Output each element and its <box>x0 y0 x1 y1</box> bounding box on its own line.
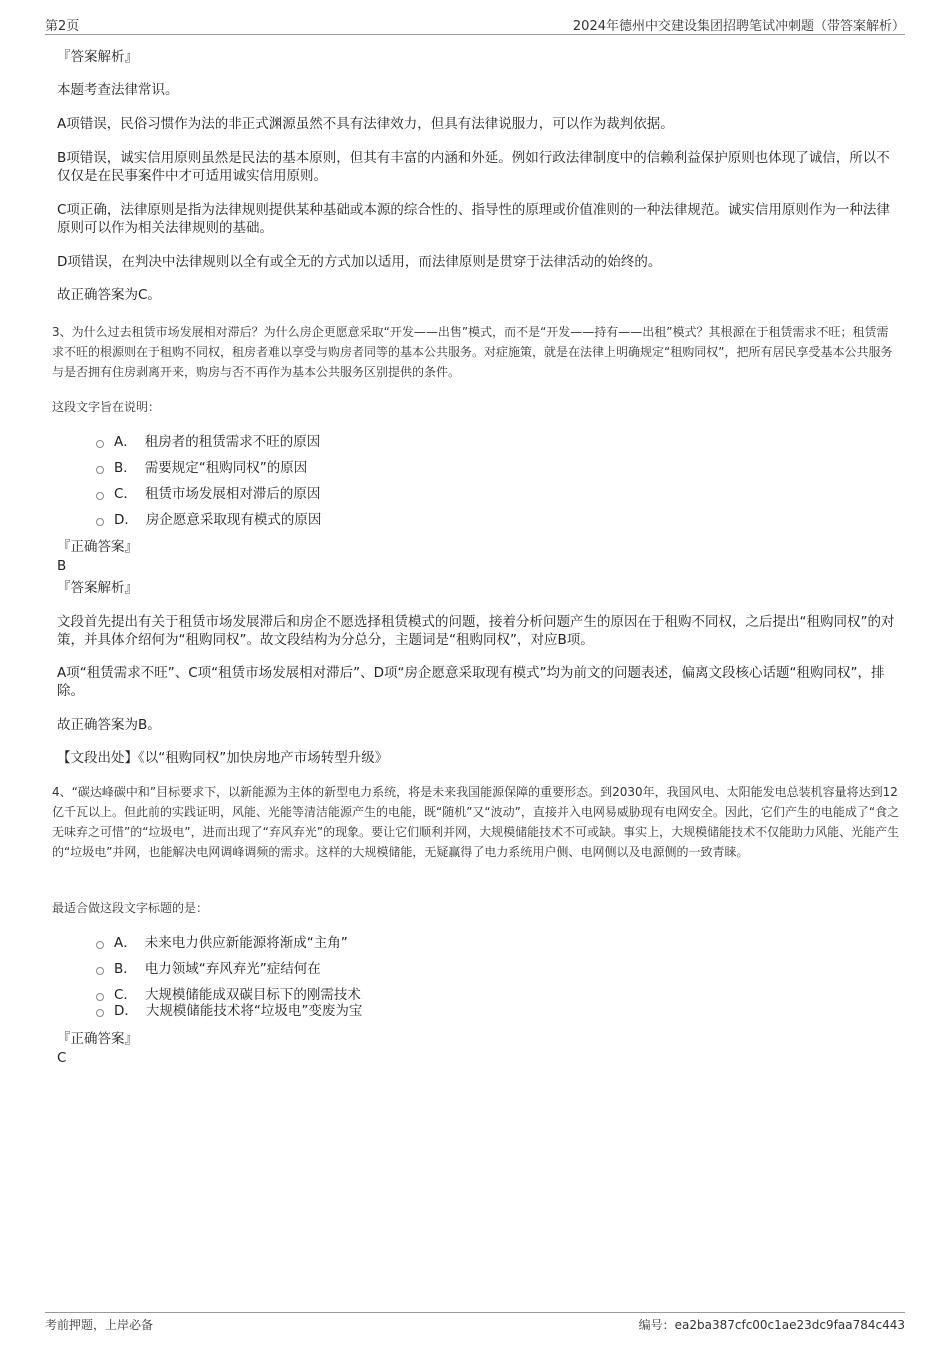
q3-analysis-p2: A项“租赁需求不旺”、C项“租赁市场发展相对滞后”、D项“房企愿意采取现有模式”均为前文的问题表述，偏离文段核心话题“租购同权”，排除。 <box>57 665 885 699</box>
radio-button[interactable] <box>96 518 104 526</box>
q3-answer: B <box>57 558 67 574</box>
q3-stem: 3、为什么过去租赁市场发展相对滞后？为什么房企更愿意采取“开发——出售”模式，而不是“开发——持有——出租”模式？其根源在于租赁需求不旺；租赁需求不旺的根源则在于租购不同权，租房者难以享受与购房者同等的基本公共服务。对症施策，就是在法律上明确规定“租购同权”，把所有居民享受基本公共服务与是否拥有住房剥离开来，购房与否不再作为基本公共服务区别提供的条件。 <box>52 325 893 379</box>
q4-stem: 4、“碳达峰碳中和”目标要求下，以新能源为主体的新型电力系统，将是未来我国能源保障的重要形态。到2030年，我国风电、太阳能发电总装机容量将达到12亿千瓦以上。但此前的实践证明，风能、光能等清洁能源产生的电能，既“随机”又“波动”，直接并入电网易威胁现有电网安全。因此，它们产生的电能成了“食之无味弃之可惜”的“垃圾电”，进而出现了“弃风弃光”的现象。要让它们顺利并网，大规模储能技术不可或缺。事实上，大规模储能技术不仅能助力风能、光能产生的“垃圾电”并网，也能解决电网调峰调频的需求。这样的大规模储能，无疑赢得了电力系统用户侧、电网侧以及电源侧的一致青睐。 <box>52 785 900 859</box>
q2-analysis-p5: D项错误，在判决中法律规则以全有或全无的方式加以适用，而法律原则是贯穿于法律活动的始终的。 <box>57 254 662 270</box>
radio-button[interactable] <box>96 440 104 448</box>
q3-option-a[interactable]: A． 租房者的租赁需求不旺的原因 <box>96 433 320 451</box>
radio-button[interactable] <box>96 993 104 1001</box>
q4-option-d[interactable]: D． 大规模储能技术将“垃圾电”变废为宝 <box>96 1002 362 1020</box>
page-footer <box>45 1312 905 1333</box>
q4-option-a[interactable]: A． 未来电力供应新能源将渐成“主角” <box>96 934 348 952</box>
radio-button[interactable] <box>96 967 104 975</box>
q3-source: 【文段出处】《以“租购同权”加快房地产市场转型升级》 <box>57 750 389 766</box>
q3-analysis-p1: 文段首先提出有关于租赁市场发展滞后和房企不愿选择租赁模式的问题，接着分析问题产生的原因在于租购不同权，之后提出“租购同权”的对策，并具体介绍何为“租购同权”。故文段结构为分总分，主题词是“租购同权”，对应B项。 <box>57 614 895 648</box>
q3-analysis-p3: 故正确答案为B。 <box>57 717 161 733</box>
page-number: 第2页 <box>45 19 80 34</box>
q4-answer-label: 『正确答案』 <box>57 1031 138 1047</box>
q3-answer-label: 『正确答案』 <box>57 539 138 555</box>
q3-option-d[interactable]: D． 房企愿意采取现有模式的原因 <box>96 511 321 529</box>
radio-button[interactable] <box>96 492 104 500</box>
radio-button[interactable] <box>96 941 104 949</box>
q2-analysis-p4: C项正确，法律原则是指为法律规则提供某种基础或本源的综合性的、指导性的原理或价值准则的一种法律规范。诚实信用原则作为一种法律原则可以作为相关法律规则的基础。 <box>57 202 890 236</box>
radio-button[interactable] <box>96 1009 104 1017</box>
q2-analysis-p3: B项错误，诚实信用原则虽然是民法的基本原则，但其有丰富的内涵和外延。例如行政法律制度中的信赖利益保护原则也体现了诚信，所以不仅仅是在民事案件中才可适用诚实信用原则。 <box>57 150 890 184</box>
q2-analysis-label: 『答案解析』 <box>57 49 138 65</box>
document-title: 2024年德州中交建设集团招聘笔试冲刺题（带答案解析） <box>572 19 905 34</box>
q2-analysis-p2: A项错误，民俗习惯作为法的非正式渊源虽然不具有法律效力，但具有法律说服力，可以作为裁判依据。 <box>57 116 674 132</box>
footer-slogan: 考前押题，上岸必备 <box>45 1318 154 1332</box>
q3-analysis-label: 『答案解析』 <box>57 580 138 596</box>
q3-option-c[interactable]: C． 租赁市场发展相对滞后的原因 <box>96 485 320 503</box>
q2-analysis-p1: 本题考查法律常识。 <box>57 82 179 98</box>
page-header <box>45 14 905 35</box>
q4-option-b[interactable]: B． 电力领域“弃风弃光”症结何在 <box>96 960 321 978</box>
q3-option-b[interactable]: B． 需要规定“租购同权”的原因 <box>96 459 307 477</box>
footer-serial: 编号：ea2ba387cfc00c1ae23dc9faa784c443 <box>638 1318 905 1332</box>
q4-answer: C <box>57 1050 67 1066</box>
q2-analysis-p6: 故正确答案为C。 <box>57 287 161 303</box>
q3-prompt: 这段文字旨在说明： <box>52 400 161 414</box>
q4-option-c[interactable]: C． 大规模储能成双碳目标下的刚需技术 <box>96 986 361 1004</box>
radio-button[interactable] <box>96 466 104 474</box>
q4-prompt: 最适合做这段文字标题的是： <box>52 901 209 915</box>
